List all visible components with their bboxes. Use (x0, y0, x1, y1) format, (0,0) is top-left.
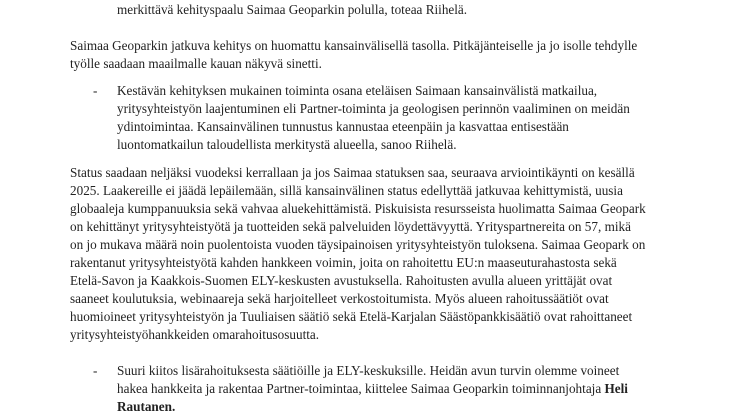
paragraph-1-line: työlle saadaan maailmalle kauan näkyvä sinetti. (70, 56, 322, 71)
quote-1-line: ydintoimintaa. Kansainvälinen tunnustus kannustaa eteenpäin ja kasvattaa entisestään (117, 119, 569, 134)
paragraph-2-line: Status saadaan neljäksi vuodeksi kerrallaan ja jos Saimaa statuksen saa, seuraava arviointikäynti on kesällä (70, 165, 635, 180)
quote-1-line: yritysyhteistyön laajentuminen eli Partner-toiminta ja geologisen perinnön vaaliminen on meidän (117, 101, 630, 116)
intro-tail-line: merkittävä kehityspaalu Saimaa Geoparkin polulla, toteaa Riihelä. (117, 2, 468, 17)
quote-2-line-text: hakea hankkeita ja rakentaa Partner-toimintaa, kiittelee Saimaa Geoparkin toiminnanjohtaja (117, 381, 605, 396)
speaker-last-name: Rautanen. (117, 399, 176, 414)
paragraph-1-line: Saimaa Geoparkin jatkuva kehitys on huomattu kansainvälisellä tasolla. Pitkäjänteiselle ja jo isolle tehdylle (70, 38, 638, 53)
paragraph-2-line: on jo mukava määrä noin puolentoista vuoden täysipainoisen yritysyhteistyön tuloksena. Saimaa Geopark on (70, 237, 646, 252)
paragraph-2-line: on kehittänyt yritysyhteistyötä ja tuotteiden sekä palveluiden löydettävyyttä. Yrityspartnereita on 57, mikä (70, 219, 631, 234)
paragraph-2-line: saaneet koulutuksia, webinaareja sekä harjoitelleet verkostoitumista. Myös alueen rahoitussäätiöt ovat (70, 291, 609, 306)
quote-1-dash: - (93, 83, 98, 98)
paragraph-2-line: huomioineet yritysyhteistyön ja Tuuliaisen säätiö sekä Etelä-Karjalan Säästöpankkisäätiö ovat rahoittaneet (70, 309, 633, 324)
quote-2-line (117, 380, 628, 398)
paragraph-2-line: yritysyhteistyöhankkeiden omarahoitusosuutta. (70, 327, 320, 342)
paragraph-2-line: 2025. Laakereille ei jäädä lepäilemään, sillä kansainvälinen status edellyttää jatkuvaa kehittymistä, uusia (70, 183, 623, 198)
paragraph-2-line: rakentanut yritysyhteistyötä kahden hankkeen voimin, joita on rahoitettu EU:n maaseuturahastosta sekä (70, 255, 617, 270)
quote-1-line: Kestävän kehityksen mukainen toiminta osana eteläisen Saimaan kansainvälistä matkailua, (117, 83, 598, 98)
paragraph-2-line: globaaleja kumppanuuksia sekä vahvaa aluekehittämistä. Piskuisista resursseista huolimatta Saimaa Geopark (70, 201, 646, 216)
quote-2-dash: - (93, 363, 98, 378)
speaker-first-name: Heli (604, 381, 628, 396)
quote-2-line (117, 398, 175, 416)
paragraph-2-line: Etelä-Savon ja Kaakkois-Suomen ELY-keskusten avustuksella. Rahoitusten avulla alueen yrittäjät ovat (70, 273, 613, 288)
quote-2-line: Suuri kiitos lisärahoituksesta säätiöille ja ELY-keskuksille. Heidän avun turvin olemme voineet (117, 363, 620, 378)
quote-1-line: luontomatkailun taloudellista merkitystä alueella, sanoo Riihelä. (117, 137, 457, 152)
